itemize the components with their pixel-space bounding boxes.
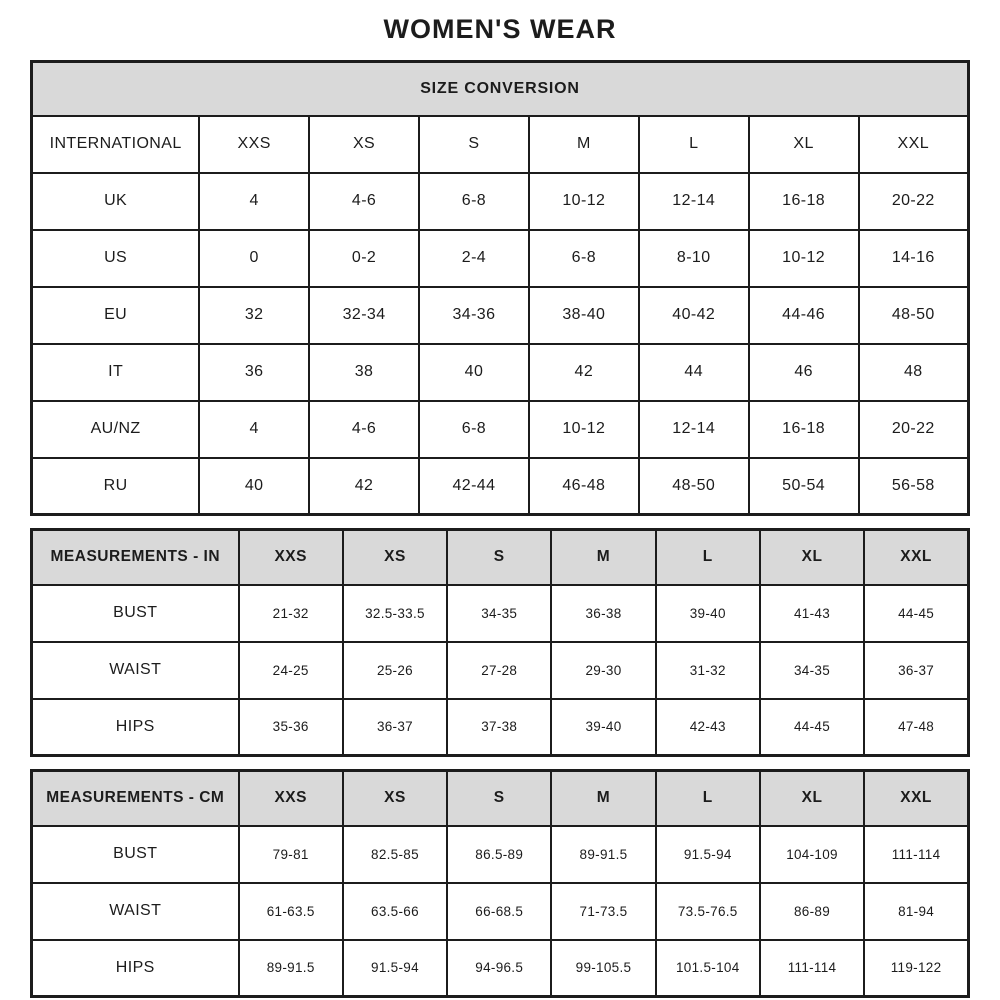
value-cell: 73.5-76.5 [656, 883, 760, 940]
measurements-cm-size-header-s: S [447, 771, 551, 826]
value-cell: 48-50 [639, 458, 749, 515]
value-cell: 82.5-85 [343, 826, 447, 883]
value-cell: 46-48 [529, 458, 639, 515]
value-cell: 36 [199, 344, 309, 401]
value-cell: 2-4 [419, 230, 529, 287]
value-cell: 42 [529, 344, 639, 401]
value-cell: 21-32 [239, 585, 343, 642]
measurements-in-header-label: MEASUREMENTS - IN [32, 530, 239, 585]
measurements-in-header-row [32, 530, 969, 585]
measurements-in-row-hips [32, 699, 969, 756]
value-cell: 99-105.5 [551, 940, 655, 997]
value-cell: 35-36 [239, 699, 343, 756]
value-cell: 79-81 [239, 826, 343, 883]
value-cell: 4 [199, 401, 309, 458]
row-label: US [32, 230, 200, 287]
value-cell: 37-38 [447, 699, 551, 756]
size-conversion-header-label: INTERNATIONAL [32, 116, 200, 173]
value-cell: 32 [199, 287, 309, 344]
value-cell: 0 [199, 230, 309, 287]
measurements-cm-row-hips [32, 940, 969, 997]
value-cell: 48 [859, 344, 969, 401]
value-cell: 29-30 [551, 642, 655, 699]
measurements-cm-header-row [32, 771, 969, 826]
size-conversion-row-au-nz [32, 401, 969, 458]
row-label: IT [32, 344, 200, 401]
value-cell: 38-40 [529, 287, 639, 344]
value-cell: 56-58 [859, 458, 969, 515]
measurements-cm-row-bust [32, 826, 969, 883]
row-label: WAIST [32, 642, 239, 699]
measurements-in-size-header-l: L [656, 530, 760, 585]
measurements-cm-header-label: MEASUREMENTS - CM [32, 771, 239, 826]
page-title: WOMEN'S WEAR [383, 14, 617, 44]
value-cell: 61-63.5 [239, 883, 343, 940]
measurements-in-size-header-s: S [447, 530, 551, 585]
measurements-cm-table [30, 769, 970, 998]
measurements-cm-size-header-m: M [551, 771, 655, 826]
measurements-in-size-header-xxl: XXL [864, 530, 968, 585]
value-cell: 44-45 [864, 585, 968, 642]
value-cell: 12-14 [639, 173, 749, 230]
value-cell: 20-22 [859, 401, 969, 458]
value-cell: 0-2 [309, 230, 419, 287]
size-conversion-size-header-xxl: XXL [859, 116, 969, 173]
value-cell: 34-35 [760, 642, 864, 699]
value-cell: 91.5-94 [656, 826, 760, 883]
value-cell: 25-26 [343, 642, 447, 699]
value-cell: 40-42 [639, 287, 749, 344]
value-cell: 81-94 [864, 883, 968, 940]
value-cell: 39-40 [551, 699, 655, 756]
value-cell: 24-25 [239, 642, 343, 699]
row-label: BUST [32, 826, 239, 883]
value-cell: 86.5-89 [447, 826, 551, 883]
value-cell: 16-18 [749, 173, 859, 230]
row-label: HIPS [32, 940, 239, 997]
measurements-cm-size-header-xxl: XXL [864, 771, 968, 826]
size-conversion-size-header-xl: XL [749, 116, 859, 173]
value-cell: 36-38 [551, 585, 655, 642]
value-cell: 44 [639, 344, 749, 401]
value-cell: 91.5-94 [343, 940, 447, 997]
value-cell: 10-12 [529, 401, 639, 458]
value-cell: 6-8 [419, 401, 529, 458]
measurements-in-size-header-xs: XS [343, 530, 447, 585]
measurements-in-table [30, 528, 970, 757]
size-conversion-size-header-m: M [529, 116, 639, 173]
value-cell: 32.5-33.5 [343, 585, 447, 642]
value-cell: 101.5-104 [656, 940, 760, 997]
value-cell: 89-91.5 [551, 826, 655, 883]
measurements-cm-row-waist [32, 883, 969, 940]
size-conversion-size-header-l: L [639, 116, 749, 173]
value-cell: 36-37 [343, 699, 447, 756]
size-conversion-row-eu [32, 287, 969, 344]
value-cell: 10-12 [529, 173, 639, 230]
row-label: BUST [32, 585, 239, 642]
row-label: WAIST [32, 883, 239, 940]
size-conversion-size-header-s: S [419, 116, 529, 173]
value-cell: 4-6 [309, 401, 419, 458]
value-cell: 31-32 [656, 642, 760, 699]
measurements-in-size-header-m: M [551, 530, 655, 585]
value-cell: 12-14 [639, 401, 749, 458]
value-cell: 111-114 [760, 940, 864, 997]
value-cell: 4-6 [309, 173, 419, 230]
value-cell: 34-35 [447, 585, 551, 642]
row-label: EU [32, 287, 200, 344]
value-cell: 44-46 [749, 287, 859, 344]
size-conversion-row-ru [32, 458, 969, 515]
value-cell: 34-36 [419, 287, 529, 344]
row-label: UK [32, 173, 200, 230]
size-conversion-title-cell: SIZE CONVERSION [32, 62, 969, 116]
value-cell: 119-122 [864, 940, 968, 997]
value-cell: 86-89 [760, 883, 864, 940]
measurements-in-size-header-xl: XL [760, 530, 864, 585]
measurements-in-size-header-xxs: XXS [239, 530, 343, 585]
value-cell: 32-34 [309, 287, 419, 344]
size-conversion-size-header-xxs: XXS [199, 116, 309, 173]
value-cell: 46 [749, 344, 859, 401]
value-cell: 111-114 [864, 826, 968, 883]
value-cell: 104-109 [760, 826, 864, 883]
size-conversion-row-us [32, 230, 969, 287]
size-conversion-size-header-xs: XS [309, 116, 419, 173]
value-cell: 66-68.5 [447, 883, 551, 940]
row-label: HIPS [32, 699, 239, 756]
size-conversion-row-it [32, 344, 969, 401]
value-cell: 89-91.5 [239, 940, 343, 997]
value-cell: 8-10 [639, 230, 749, 287]
measurements-cm-size-header-xs: XS [343, 771, 447, 826]
row-label: RU [32, 458, 200, 515]
value-cell: 42-43 [656, 699, 760, 756]
size-conversion-table [30, 60, 970, 516]
measurements-cm-size-header-xl: XL [760, 771, 864, 826]
value-cell: 47-48 [864, 699, 968, 756]
value-cell: 94-96.5 [447, 940, 551, 997]
measurements-cm-size-header-l: L [656, 771, 760, 826]
value-cell: 40 [199, 458, 309, 515]
value-cell: 42 [309, 458, 419, 515]
value-cell: 27-28 [447, 642, 551, 699]
value-cell: 41-43 [760, 585, 864, 642]
value-cell: 36-37 [864, 642, 968, 699]
measurements-in-row-waist [32, 642, 969, 699]
value-cell: 6-8 [419, 173, 529, 230]
value-cell: 63.5-66 [343, 883, 447, 940]
size-chart-page [30, 0, 970, 998]
size-conversion-row-uk [32, 173, 969, 230]
value-cell: 16-18 [749, 401, 859, 458]
measurements-cm-size-header-xxs: XXS [239, 771, 343, 826]
size-conversion-title-row [32, 62, 969, 116]
size-conversion-header-row [32, 116, 969, 173]
row-label: AU/NZ [32, 401, 200, 458]
value-cell: 40 [419, 344, 529, 401]
measurements-in-row-bust [32, 585, 969, 642]
value-cell: 14-16 [859, 230, 969, 287]
value-cell: 6-8 [529, 230, 639, 287]
value-cell: 20-22 [859, 173, 969, 230]
value-cell: 48-50 [859, 287, 969, 344]
value-cell: 4 [199, 173, 309, 230]
value-cell: 10-12 [749, 230, 859, 287]
value-cell: 50-54 [749, 458, 859, 515]
value-cell: 42-44 [419, 458, 529, 515]
value-cell: 38 [309, 344, 419, 401]
value-cell: 39-40 [656, 585, 760, 642]
value-cell: 71-73.5 [551, 883, 655, 940]
value-cell: 44-45 [760, 699, 864, 756]
